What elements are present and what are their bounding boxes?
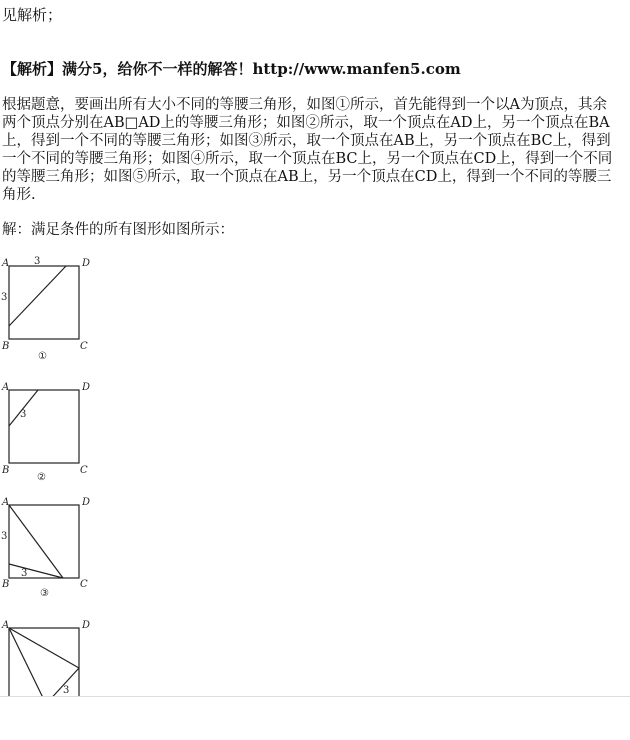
figure-1 — [0, 252, 110, 364]
figure-label: ③ — [40, 588, 49, 599]
body-line: 的等腰三角形；如图⑤所示，取一个顶点在AB上，另一个顶点在CD上，得到一个不同的等腰三 — [2, 169, 612, 185]
triangle-side — [9, 505, 63, 578]
triangle-side — [9, 628, 79, 668]
triangle-side — [9, 390, 38, 426]
answer-note: 见解析； — [2, 6, 63, 24]
analysis-tag: 【解析】 — [2, 60, 63, 78]
vertex-c: C — [80, 341, 88, 352]
vertex-c: C — [80, 579, 88, 590]
vertex-c: C — [80, 465, 88, 476]
figure-label: ② — [37, 472, 46, 483]
length-mark: 3 — [63, 685, 70, 696]
vertex-d: D — [82, 497, 91, 508]
figure-3 — [0, 497, 110, 609]
triangle-side — [9, 266, 66, 326]
square — [9, 390, 79, 463]
analysis-headline: 满分5，给你不一样的解答！http://www.manfen5.com — [62, 60, 461, 78]
vertex-d: D — [82, 382, 91, 393]
vertex-d: D — [82, 258, 91, 269]
vertex-b: B — [2, 341, 10, 352]
analysis-body — [2, 96, 626, 204]
solution-line: 解：满足条件的所有图形如图所示： — [2, 222, 234, 238]
vertex-a: A — [2, 258, 10, 269]
vertex-a: A — [2, 497, 10, 508]
body-line: 根据题意，要画出所有大小不同的等腰三角形，如图①所示，首先能得到一个以A为顶点，其余 — [2, 97, 607, 113]
body-line: 角形. — [2, 187, 36, 203]
length-mark: 3 — [1, 531, 8, 542]
vertex-a: A — [2, 620, 10, 631]
vertex-b: B — [2, 465, 10, 476]
body-line: 两个顶点分别在AB□AD上的等腰三角形；如图②所示，取一个顶点在AD上，另一个顶点在BA — [2, 115, 610, 131]
vertex-d: D — [82, 620, 91, 631]
length-mark: 3 — [20, 409, 27, 420]
figure-label: ① — [38, 351, 47, 362]
figure-2 — [0, 376, 110, 488]
square — [9, 266, 79, 339]
body-line: 一个不同的等腰三角形；如图④所示，取一个顶点在BC上，另一个顶点在CD上，得到一个不同 — [2, 151, 613, 167]
triangle-side — [9, 628, 46, 704]
body-line: 上，得到一个不同的等腰三角形；如图③所示，取一个顶点在AB上，另一个顶点在BC上，得到 — [2, 133, 611, 149]
bottom-strip — [0, 696, 630, 740]
length-mark: 3 — [34, 256, 41, 267]
length-mark: 3 — [21, 568, 28, 579]
vertex-a: A — [2, 382, 10, 393]
analysis-header — [2, 60, 461, 78]
length-mark: 3 — [1, 292, 8, 303]
vertex-b: B — [2, 579, 10, 590]
